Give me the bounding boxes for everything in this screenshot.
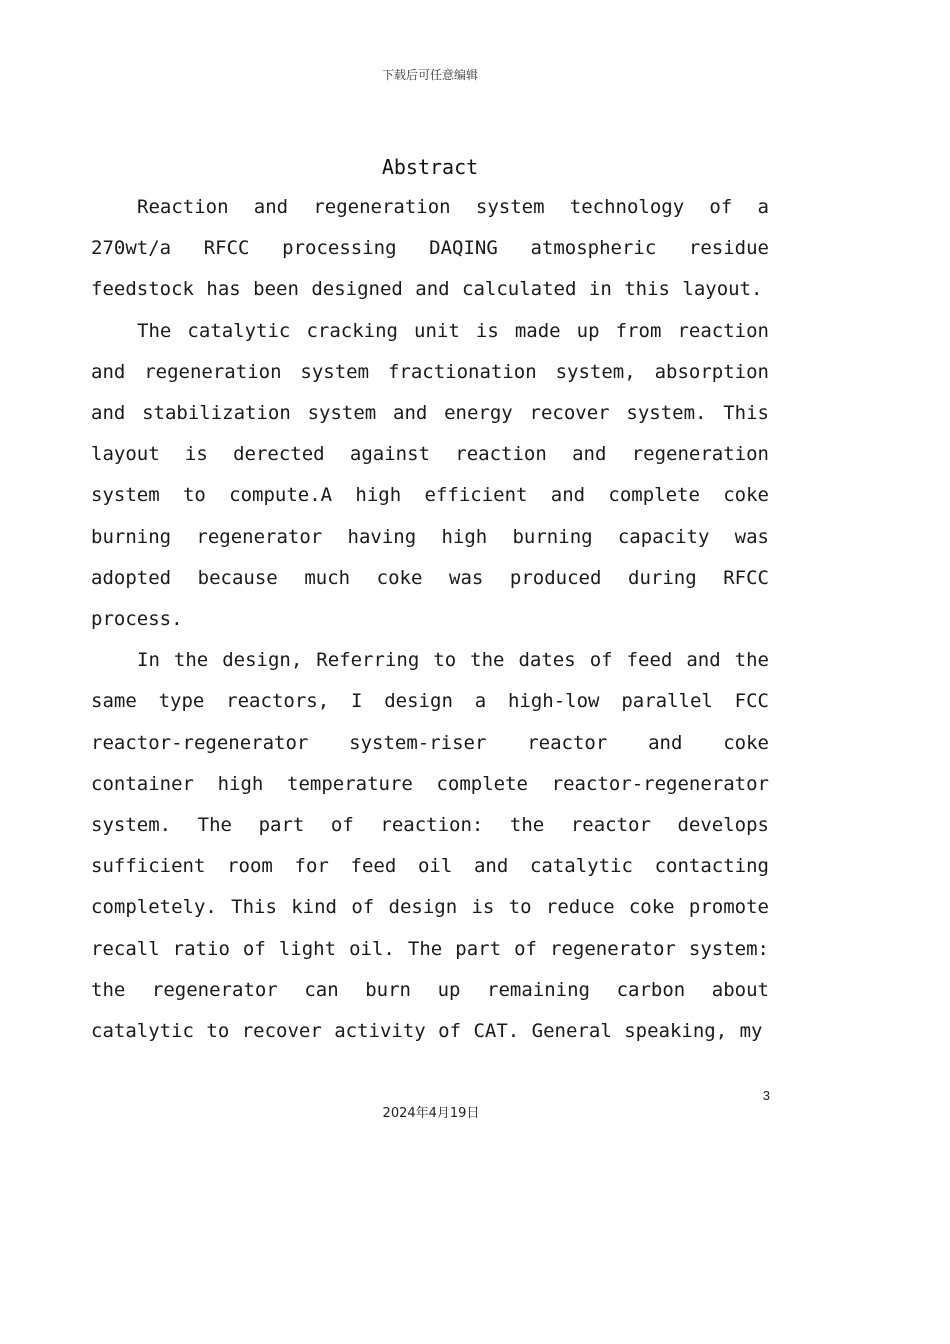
header-note: 下载后可任意编辑 [381,68,478,82]
abstract-body [91,187,769,1052]
page-title: Abstract [381,155,479,179]
page-number: 3 [762,1088,770,1103]
paragraph-1: Reaction and regeneration system technology of a 270wt/a RFCC processing DAQING atmospheric residue feedstock has been designed and calculated in this layout. [91,196,769,301]
footer-date: 2024年4月19日 [382,1106,480,1121]
paragraph-3: In the design, Referring to the dates of feed and the same type reactors, I design a high-low parallel FCC reactor-regenerator system-riser reactor and coke container high temperature complete reactor-regenerator system. The part of reaction: the reactor develops sufficient room for feed oil and catalytic contacting completely. This kind of design is to reduce coke promote recall ratio of light oil. The part of regenerator system: the regenerator can burn up remaining carbon about catalytic to recover activity of CAT. General speaking, my [91,649,769,1043]
paragraph-2: The catalytic cracking unit is made up from reaction and regeneration system fractionation system, absorption and stabilization system and energy recover system. This layout is derected against reaction and regeneration system to compute.A high efficient and complete coke burning regenerator having high burning capacity was adopted because much coke was produced during RFCC process. [91,319,769,631]
